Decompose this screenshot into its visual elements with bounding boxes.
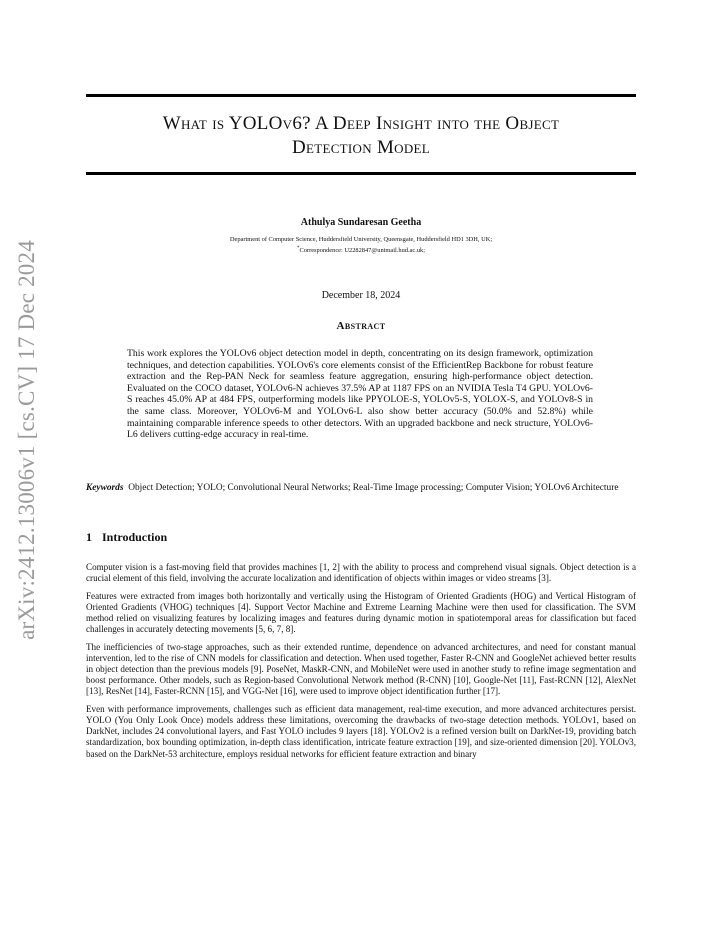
title-rule-bottom [86, 172, 636, 175]
affiliation-block [86, 236, 636, 255]
paragraph: Computer vision is a fast-moving field that provides machines [1, 2] with the ability to process and comprehend visual signals. Object detection is a crucial element of this field, involving the accurate localization and identification of objects within images or video streams [3]. [86, 562, 636, 584]
section-number: 1 [86, 530, 92, 544]
correspondence-text: Correspondence: U2282847@unimail.hud.ac.uk; [299, 246, 425, 254]
section-title: Introduction [102, 530, 168, 544]
paragraph: Even with performance improvements, challenges such as efficient data management, real-time execution, and more advanced architectures persist. YOLO (You Only Look Once) models address these limitations, overcoming the drawbacks of two-stage detection methods. YOLOv1, based on DarkNet, includes 24 convolutional layers, and Fast YOLO includes 9 layers [18]. YOLOv2 is a refined version built on DarkNet-19, providing batch standardization, box bounding optimization, in-depth class identification, intricate feature extraction [19], and size-oriented dimension [20]. YOLOv3, based on the DarkNet-53 architecture, employs residual networks for efficient feature extraction and binary [86, 703, 636, 759]
paper-title-line-1: What is YOLOv6? A Deep Insight into the Object [162, 113, 560, 134]
paper-title [86, 112, 636, 160]
paper-date: December 18, 2024 [321, 290, 401, 301]
affiliation: Department of Computer Science, Huddersfield University, Queensgate, Huddersfield HD1 3DH, UK; [229, 236, 493, 243]
author-name: Athulya Sundaresan Geetha [300, 217, 422, 228]
title-rule-top [86, 94, 636, 97]
keywords-label: Keywords [86, 483, 124, 493]
arxiv-stamp-text: arXiv:2412.13006v1 [cs.CV] 17 Dec 2024 [14, 240, 39, 640]
correspondence [86, 245, 636, 256]
paragraph: The inefficiencies of two-stage approaches, such as their extended runtime, dependence on advanced architectures, and need for constant manual intervention, led to the rise of CNN models for classification and detection. When used together, Faster R-CNN and GoogleNet achieved better results in object detection than the previous models [9]. PoseNet, MaskR-CNN, and MobileNet were used in another study to refine image segmentation and boost performance. Other models, such as Region-based Convolutional Network method (R-CNN) [10], Google-Net [11], Fast-RCNN [12], AlexNet [13], ResNet [14], Faster-RCNN [15], and VGG-Net [16], were used to improve object identification further [17]. [86, 641, 636, 697]
abstract-body: This work explores the YOLOv6 object detection model in depth, concentrating on its design framework, optimization techniques, and detection capabilities. YOLOv6's core elements consist of the EfficientRep Backbone for robust feature extraction and the Rep-PAN Neck for seamless feature aggregation, ensuring high-performance object detection. Evaluated on the COCO dataset, YOLOv6-N achieves 37.5% AP at 1187 FPS on an NVIDIA Tesla T4 GPU. YOLOv6-S reaches 45.0% AP at 484 FPS, outperforming models like PPYOLOE-S, YOLOv5-S, YOLOX-S, and YOLOv8-S in the same class. Moreover, YOLOv6-M and YOLOv6-L also show better accuracy (50.0% and 52.8%) while maintaining comparable inference speeds to other detectors. With an upgraded backbone and neck structure, YOLOv6-L6 delivers cutting-edge accuracy in real-time. [127, 348, 593, 441]
keywords [86, 483, 636, 494]
section-heading-introduction [86, 530, 167, 545]
correspondence-mark: * [296, 245, 300, 251]
introduction-body [86, 562, 636, 766]
keywords-text: Object Detection; YOLO; Convolutional Neural Networks; Real-Time Image processing; Computer Vision; YOLOv6 Architecture [128, 483, 619, 493]
arxiv-stamp [12, 240, 42, 640]
paragraph: Features were extracted from images both horizontally and vertically using the Histogram of Oriented Gradients (HOG) and Vertical Histogram of Oriented Gradients (VHOG) techniques [4]. Support Vector Machine and Extreme Learning Machine were then used for classification. The SVM method relied on visualizing features by localizing images and features during dynamic motion in spatiotemporal areas for classification but faced challenges in accurately detecting movements [5, 6, 7, 8]. [86, 590, 636, 635]
paper-title-line-2: Detection Model [291, 137, 431, 158]
abstract-heading: Abstract [336, 320, 386, 332]
